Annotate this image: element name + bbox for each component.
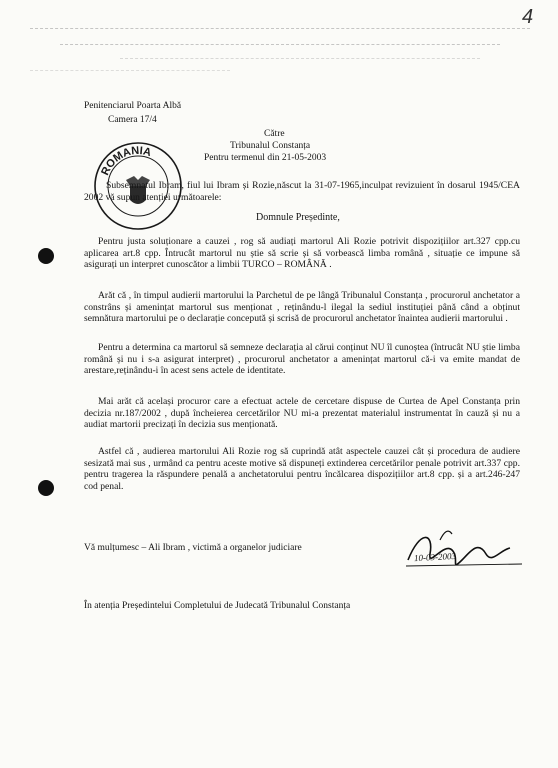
scan-noise-line [30, 70, 230, 72]
stamp-text: ROMANIA [99, 144, 153, 178]
sender-line-1: Penitenciarul Poarta Albă [84, 101, 182, 111]
scan-noise-line [60, 44, 500, 46]
punch-hole [38, 480, 54, 496]
recipient-line-3: Pentru termenul din 21-05-2003 [204, 153, 327, 163]
scan-noise-top [30, 28, 530, 30]
sender-line-2: Camera 17/4 [108, 115, 157, 125]
svg-text:ROMANIA [99, 145, 152, 177]
recipient-line-1: Către [264, 129, 285, 139]
salutation: Domnule Președinte, [256, 212, 340, 223]
body-paragraph-4: Mai arăt că același procuror care a efectuat actele de cercetare dispuse de Curtea de Apel Constanța prin decizia nr.187/2002 , după încheierea cercetărilor NU mi-a prezentat materialul instrumentat în cauză și nu a audiat martorii precizați în decizia sus menționată. [84, 396, 520, 431]
page-number: 4 [522, 6, 534, 28]
body-paragraph-1: Pentru justa soluționare a cauzei , rog să audiați martorul Ali Rozie potrivit dispozițiilor art.327 cpp.cu aplicarea art.8 cpp. Întrucât martorul nu știe să scrie și să vorbească limba română , situație ce impune să asigurați un interpret cunoscător a limbii TURCO – ROMÂNĂ . [84, 236, 520, 271]
scan-noise-line [120, 58, 480, 60]
punch-hole [38, 248, 54, 264]
closing-line: Vă mulțumesc – Ali Ibram , victimă a organelor judiciare [84, 543, 302, 553]
signature-date: 10-03-2003 [413, 550, 457, 564]
footer-note: În atenția Președintelui Completului de Judecată Tribunalul Constanța [84, 601, 351, 611]
body-paragraph-3: Pentru a determina ca martorul să semneze declarația al cărui conținut NU îl cunoștea (întrucât NU știe limba română și nu i s-a asigurat interpret) , procurorul anchetator a amenințat martorul că-i va emite mandat de arestare,reținându-i în acest sens actele de identitate. [84, 342, 520, 377]
recipient-line-2: Tribunalul Constanța [230, 141, 311, 151]
body-paragraph-2: Arăt că , în timpul audierii martorului la Parchetul de pe lângă Tribunalul Constanța , procurorul anchetator a constrâns și amenințat martorul sus menționat , reținându-l ilegal la sediul instituției până când a obținut semnătura martorului pe o declarație concepută și scrisă de procurorul anchetator înaintea audierii martorului . [84, 290, 520, 325]
intro-paragraph: Subsemnatul Ibram, fiul lui Ibram și Rozie,născut la 31-07-1965,inculpat revizuient în dosarul 1945/CEA 2002 vă supun atenției următoarele: [84, 180, 520, 203]
body-paragraph-5: Astfel că , audierea martorului Ali Rozie rog să cuprindă atât aspectele cauzei cât și procedura de audiere sesizată mai sus , urmând ca pentru aceste motive să dispuneți extinderea cercetărilor penale potrivit art.337 cpp. pentru tragerea la răspundere penală a anchetatorului pentru încălcarea dispozițiilor art.8 cpp. și a art.246-247 cod penal. [84, 446, 520, 492]
